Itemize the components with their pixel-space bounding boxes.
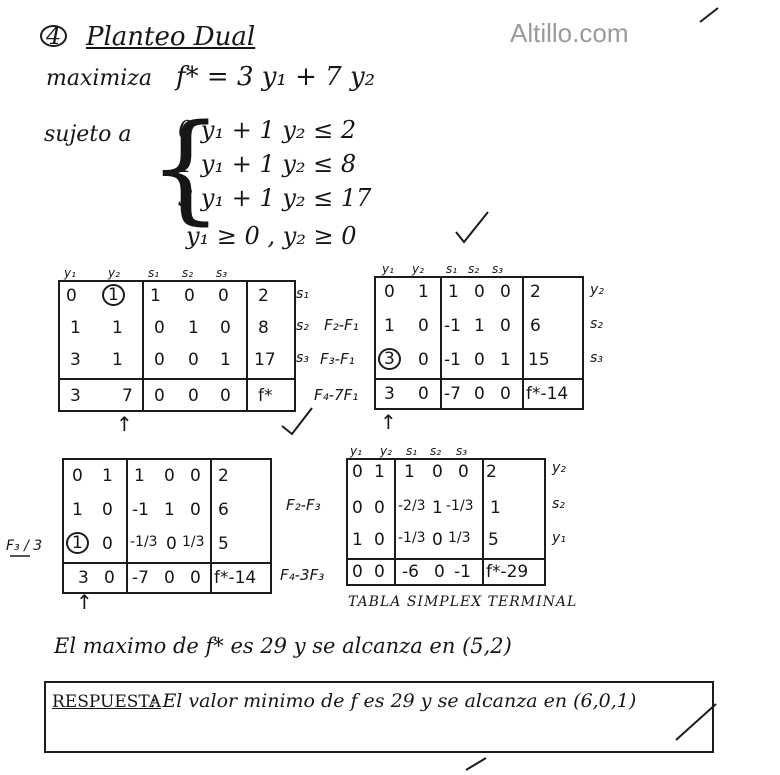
t2-entering-arrow: ↑ [380, 410, 397, 434]
t4-r1-c5: 0 [458, 462, 469, 482]
t3-entering-arrow: ↑ [76, 590, 93, 614]
t4-r3-c1: 1 [352, 530, 363, 550]
t2-op-3: F₄-7F₁ [314, 386, 359, 404]
t2-r4-c3: -7 [444, 384, 461, 404]
t4-r2-c3: -2/3 [398, 498, 426, 514]
t4-r3-rhs: 5 [488, 530, 499, 550]
t2-r3-c4: 0 [474, 350, 485, 370]
t1-r2-c1: 1 [70, 318, 81, 338]
t1-r3-c1: 3 [70, 350, 81, 370]
constraints-brace: { [148, 98, 224, 236]
objective-verb: maximiza [46, 66, 153, 91]
t3-r4-c2: 0 [104, 568, 115, 588]
t2-r2-c5: 0 [500, 316, 511, 336]
t1-header-y1: y₁ [64, 266, 76, 280]
t2-header-y1: y₁ [382, 262, 394, 276]
t2-r4-c2: 0 [418, 384, 429, 404]
t2-r1-c3: 1 [448, 282, 459, 302]
t4-r2-c2: 0 [374, 498, 385, 518]
t2-r1-c2: 1 [418, 282, 429, 302]
t4-r4-c1: 0 [352, 562, 363, 582]
t3-r2-c5: 0 [190, 500, 201, 520]
t2-r4-rhs: f*-14 [526, 384, 569, 404]
checkmark-1 [456, 212, 488, 242]
page-title: Planteo Dual [86, 22, 256, 52]
t2-header-s2: s₂ [468, 262, 480, 276]
t3-r3-rhs: 5 [218, 534, 229, 554]
t2-r1-rhs: 2 [530, 282, 541, 302]
t1-r1-c1: 0 [66, 286, 77, 306]
t1-r3-c4: 0 [188, 350, 199, 370]
t1-entering-arrow: ↑ [116, 412, 133, 436]
t4-r1-c2: 1 [374, 462, 385, 482]
t2-r1-c4: 0 [474, 282, 485, 302]
constraint-line-3: 3 y₁ + 1 y₂ ≤ 17 [178, 184, 372, 212]
t2-r2-c3: -1 [444, 316, 461, 336]
objective-expression: f* = 3 y₁ + 7 y₂ [176, 62, 376, 92]
watermark: Altillo.com [510, 18, 629, 48]
t4-op-2: F₄-3F₃ [280, 566, 325, 584]
pen-stroke-corner [700, 8, 718, 22]
t4-header-s3: s₃ [456, 444, 468, 458]
t3-r2-c4: 1 [164, 500, 175, 520]
t4-header-y1: y₁ [350, 444, 362, 458]
pivot-marker: 1 [66, 532, 89, 554]
t4-r2-c5: -1/3 [446, 498, 474, 514]
t2-r3-rhs: 15 [528, 350, 550, 370]
t4-r3-c5: 1/3 [448, 530, 471, 546]
t2-r1-c5: 0 [500, 282, 511, 302]
t1-r4-rhs: f* [258, 386, 273, 406]
t4-op-1: F₂-F₃ [286, 496, 321, 514]
t1-header-s1: s₁ [148, 266, 160, 280]
t3-r1-c3: 1 [134, 466, 145, 486]
t2-row-label-1: y₂ [590, 282, 604, 298]
pen-stroke-bottom [466, 758, 486, 770]
t1-r1-rhs: 2 [258, 286, 269, 306]
t3-r1-c5: 0 [190, 466, 201, 486]
t3-r1-c2: 1 [102, 466, 113, 486]
t4-r3-c2: 0 [374, 530, 385, 550]
pivot-marker: 1 [102, 284, 125, 306]
t4-r2-c4: 1 [432, 498, 443, 518]
t1-r4-c3: 0 [154, 386, 165, 406]
t1-r3-c5: 1 [220, 350, 231, 370]
t2-r4-c1: 3 [384, 384, 395, 404]
t1-r2-c4: 1 [188, 318, 199, 338]
t3-r3-c3: -1/3 [130, 534, 158, 550]
t2-r3-c5: 1 [500, 350, 511, 370]
t4-r4-rhs: f*-29 [486, 562, 529, 582]
t3-r4-c5: 0 [190, 568, 201, 588]
t2-op-1: F₂-F₁ [324, 316, 359, 334]
t4-r1-c3: 1 [404, 462, 415, 482]
t2-r3-c2: 0 [418, 350, 429, 370]
t1-r1-c3: 1 [150, 286, 161, 306]
t2-header-s1: s₁ [446, 262, 458, 276]
t4-r4-c5: -1 [454, 562, 471, 582]
t4-r3-c4: 0 [432, 530, 443, 550]
constraint-line-4: y₁ ≥ 0 , y₂ ≥ 0 [186, 222, 357, 250]
t1-header-s2: s₂ [182, 266, 194, 280]
t4-row-label-2: s₂ [552, 496, 565, 512]
t3-r2-c2: 0 [102, 500, 113, 520]
answer-box-slash [676, 704, 716, 740]
t4-header-y2: y₂ [380, 444, 392, 458]
t1-r2-c5: 0 [220, 318, 231, 338]
t4-r2-c1: 0 [352, 498, 363, 518]
t3-r2-c1: 1 [72, 500, 83, 520]
answer-text: : El valor minimo de f es 29 y se alcanza en (6,0,1) [150, 690, 637, 712]
t1-r2-c3: 0 [154, 318, 165, 338]
t1-r3-c3: 0 [154, 350, 165, 370]
t1-r3-rhs: 17 [254, 350, 276, 370]
t2-r3-c3: -1 [444, 350, 461, 370]
t2-r2-c1: 1 [384, 316, 395, 336]
t3-r1-c1: 0 [72, 466, 83, 486]
t4-r4-c2: 0 [374, 562, 385, 582]
t1-r4-c4: 0 [188, 386, 199, 406]
t3-r3-c5: 1/3 [182, 534, 205, 550]
answer-label: RESPUESTA [52, 692, 162, 712]
t3-r3-c4: 0 [166, 534, 177, 554]
t3-r3-c2: 0 [102, 534, 113, 554]
t1-r4-c5: 0 [220, 386, 231, 406]
t1-r2-c2: 1 [112, 318, 123, 338]
constraint-line-2: 1 y₁ + 1 y₂ ≤ 8 [178, 150, 357, 178]
t1-r4-c2: 7 [122, 386, 133, 406]
t1-r1-c4: 0 [184, 286, 195, 306]
t4-r2-rhs: 1 [490, 498, 501, 518]
t2-row-label-2: s₂ [590, 316, 603, 332]
t2-r4-c5: 0 [500, 384, 511, 404]
t1-r2-rhs: 8 [258, 318, 269, 338]
t4-r1-rhs: 2 [486, 462, 497, 482]
t3-r1-rhs: 2 [218, 466, 229, 486]
constraints-label: sujeto a [44, 122, 132, 147]
t3-r4-c4: 0 [164, 568, 175, 588]
t1-header-y2: y₂ [108, 266, 120, 280]
checkmark-2 [282, 408, 312, 434]
terminal-table-caption: TABLA SIMPLEX TERMINAL [348, 594, 578, 610]
t4-r1-c1: 0 [352, 462, 363, 482]
t3-op: F₃ / 3 [6, 538, 43, 554]
problem-number: 4 [40, 22, 67, 50]
t2-header-y2: y₂ [412, 262, 424, 276]
t2-r2-c2: 0 [418, 316, 429, 336]
t2-r2-c4: 1 [474, 316, 485, 336]
t1-r1-c5: 0 [218, 286, 229, 306]
t2-op-2: F₃-F₁ [320, 350, 355, 368]
t2-row-label-3: s₃ [590, 350, 603, 366]
t4-r1-c4: 0 [432, 462, 443, 482]
t4-r3-c3: -1/3 [398, 530, 426, 546]
pivot-marker: 3 [378, 348, 401, 370]
t3-r1-c4: 0 [164, 466, 175, 486]
t1-row-label-1: s₁ [296, 286, 309, 302]
t4-row-label-3: y₁ [552, 530, 566, 546]
t4-row-label-1: y₂ [552, 460, 566, 476]
t4-header-s2: s₂ [430, 444, 442, 458]
t1-row-label-2: s₂ [296, 318, 309, 334]
t3-r4-c1: 3 [78, 568, 89, 588]
t1-row-label-3: s₃ [296, 350, 309, 366]
t3-r2-c3: -1 [132, 500, 149, 520]
t4-r4-c3: -6 [402, 562, 419, 582]
t3-r4-rhs: f*-14 [214, 568, 257, 588]
t3-r2-rhs: 6 [218, 500, 229, 520]
t2-r4-c4: 0 [474, 384, 485, 404]
t2-r2-rhs: 6 [530, 316, 541, 336]
t1-r4-c1: 3 [70, 386, 81, 406]
t3-r4-c3: -7 [132, 568, 149, 588]
conclusion-line: El maximo de f* es 29 y se alcanza en (5,2) [54, 634, 512, 658]
t1-header-s3: s₃ [216, 266, 228, 280]
t4-r4-c4: 0 [434, 562, 445, 582]
constraint-line-1: 0 y₁ + 1 y₂ ≤ 2 [178, 116, 357, 144]
t2-r1-c1: 0 [384, 282, 395, 302]
t2-header-s3: s₃ [492, 262, 504, 276]
t1-r3-c2: 1 [112, 350, 123, 370]
t4-header-s1: s₁ [406, 444, 418, 458]
